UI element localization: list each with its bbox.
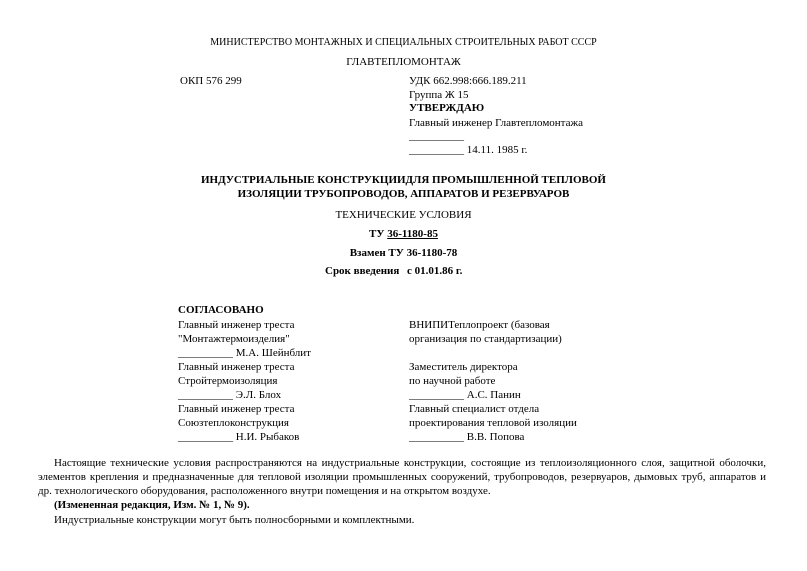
effective-label: Срок введения	[325, 265, 400, 277]
tu-designation	[0, 227, 807, 241]
document-subtitle: ТЕХНИЧЕСКИЕ УСЛОВИЯ	[335, 209, 472, 221]
document-title-line1: ИНДУСТРИАЛЬНЫЕ КОНСТРУКЦИИДЛЯ ПРОМЫШЛЕННОЙ ТЕПЛОВОЙ	[201, 174, 606, 186]
approval-sign-line: __________	[409, 130, 464, 142]
org-header: ГЛАВТЕПЛОМОНТАЖ	[346, 56, 461, 68]
tu-number: 36-1180-85	[387, 228, 438, 240]
udk-code: УДК 662.998:666.189.211	[409, 75, 527, 87]
agreed-left-line: Союзтеплоконструкция	[178, 417, 289, 429]
agreed-title: СОГЛАСОВАНО	[178, 304, 264, 316]
agreed-right-line: проектирования тепловой изоляции	[409, 417, 577, 429]
agreed-right-line: по научной работе	[409, 375, 496, 387]
approval-title: УТВЕРЖДАЮ	[409, 102, 485, 114]
agreed-left-line: __________ Э.Л. Блох	[178, 389, 282, 401]
tu-prefix: ТУ	[369, 228, 388, 240]
approval-date: __________ 14.11. 1985 г.	[409, 144, 528, 156]
agreed-right-line: ВНИПИТеплопроект (базовая	[409, 319, 550, 331]
revision-note: (Измененная редакция, Изм. № 1, № 9).	[54, 499, 250, 511]
okp-code: ОКП 576 299	[180, 75, 242, 87]
agreed-right-line: __________ А.С. Панин	[409, 389, 521, 401]
agreed-right-line: __________ В.В. Попова	[409, 431, 525, 443]
agreed-right-line: Заместитель директора	[409, 361, 518, 373]
agreed-left-line: __________ Н.И. Рыбаков	[178, 431, 300, 443]
group-code: Группа Ж 15	[409, 89, 469, 101]
agreed-left-line: __________ М.А. Шейнблит	[178, 347, 311, 359]
agreed-left-line: "Монтажтермоизделия"	[178, 333, 290, 345]
effective-date: с 01.01.86 г.	[407, 265, 463, 277]
agreed-left-line: Главный инженер треста	[178, 403, 295, 415]
replaces-line: Взамен ТУ 36-1180-78	[349, 247, 458, 259]
agreed-left-line: Главный инженер треста	[178, 319, 295, 331]
scope-paragraph: Настоящие технические условия распространяются на индустриальные конструкции, состоящие из теплоизоляционного слоя, защитной оболочки, элементов крепления и предназначенные для тепловой изоляции промышленных сооружений, трубопроводов, резервуаров, дымовых труб, аппаратов и др. технологического оборудования, расположенного внутри помещения и на открытом воздухе.	[38, 457, 766, 497]
agreed-right-line: организация по стандартизации)	[409, 333, 562, 345]
agreed-left-line: Главный инженер треста	[178, 361, 295, 373]
agreed-left-line: Стройтермоизоляция	[178, 375, 278, 387]
approval-position: Главный инженер Главтепломонтажа	[409, 117, 583, 129]
agreed-right-line: Главный специалист отдела	[409, 403, 540, 415]
body-last-line: Индустриальные конструкции могут быть полносборными и комплектными.	[54, 514, 415, 526]
document-title-line2: ИЗОЛЯЦИИ ТРУБОПРОВОДОВ, АППАРАТОВ И РЕЗЕРВУАРОВ	[237, 188, 570, 200]
ministry-header: МИНИСТЕРСТВО МОНТАЖНЫХ И СПЕЦИАЛЬНЫХ СТРОИТЕЛЬНЫХ РАБОТ СССР	[210, 37, 597, 48]
